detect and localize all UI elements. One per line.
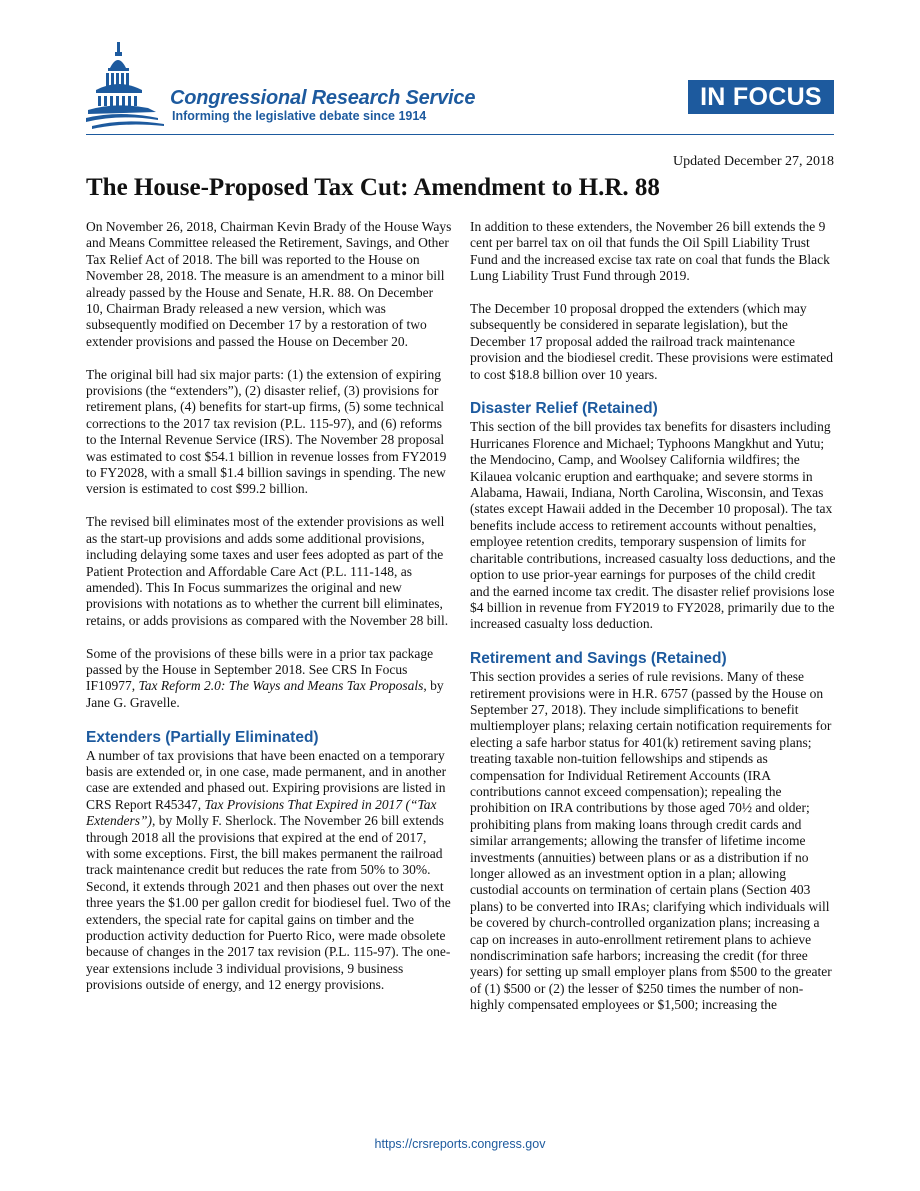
paragraph: The December 10 proposal dropped the extenders (which may subsequently be considered in separate legislation), but the December 17 proposal added the railroad track maintenance provision and the biodiesel credit. These provisions were estimated to cost $18.8 billion over 10 years. [470, 301, 834, 382]
left-column [86, 219, 452, 994]
crs-header [86, 38, 834, 134]
footer-url[interactable]: https://crsreports.congress.gov [374, 1137, 546, 1151]
cited-title: Tax Provisions That Expired in 2017 (“Tax Extenders”) [86, 796, 437, 829]
right-column [470, 219, 836, 1014]
cited-title: Tax Reform 2.0: The Ways and Means Tax Proposals [138, 678, 424, 694]
section-heading-disaster-relief: Disaster Relief (Retained) [470, 400, 658, 418]
section-heading-extenders: Extenders (Partially Eliminated) [86, 728, 319, 746]
in-focus-badge: IN FOCUS [688, 80, 834, 114]
text-run: Some of the provisions of these bills were in a prior tax package passed by the House in September 2018. See CRS In Focus IF10977, [86, 645, 434, 694]
updated-date: Updated December 27, 2018 [673, 154, 834, 169]
paragraph: The revised bill eliminates most of the extender provisions as well as the start-up provisions and adds some additional provisions, including delaying some taxes and user fees adopted as part of the Patient Protection and Affordable Care Act (P.L. 111-148, as amended). This In Focus summarizes the original and new provisions with notations as to whether the current bill eliminates, retains, or adds provisions as compared with the November 28 bill. [86, 514, 449, 628]
paragraph: In addition to these extenders, the November 26 bill extends the 9 cent per barrel tax on oil that funds the Oil Spill Liability Trust Fund and the increased excise tax rate on coal that funds the Black Lung Liability Trust Fund through 2019. [470, 219, 830, 284]
org-tagline: Informing the legislative debate since 1914 [172, 109, 427, 123]
text-run: A number of tax provisions that have been enacted on a temporary basis are extended or, in one case, made permanent, and in another case are extended and phased out. Expiring provisions are listed in CRS Report R45347, [86, 747, 447, 812]
paragraph [86, 748, 452, 994]
section-heading-retirement: Retirement and Savings (Retained) [470, 650, 727, 668]
paragraph: This section of the bill provides tax benefits for disasters including Hurricanes Florence and Michael; Typhoons Mangkhut and Yutu; the Mendocino, Camp, and Woolsey California wildfires; the Kilauea volcanic eruption and earthquake; and severe storms in Alabama, Hawaii, Indiana, North Carolina, Wisconsin, and Texas (states except Hawaii added in the December 10 proposal). The tax benefits include access to retirement accounts without penalties, employee retention credits, temporary suspension of limits for charitable contributions, increased casualty loss deductions, and the option to use prior-year earnings for purposes of the child credit and the earned income tax credit. The disaster relief provisions lose $4 billion in revenue from FY2019 to FY2028, primarily due to the increased casualty loss deduction. [470, 419, 836, 632]
paragraph: This section provides a series of rule revisions. Many of these retirement provisions were in H.R. 6757 (passed by the House on September 27, 2018). They include simplifications to benefit multiemployer plans; relaxing certain notification requirements for electing a safe harbor status for 401(k) retirement saving plans; treating taxable non-tuition fellowships and stipends as compensation for Individual Retirement Accounts (IRA contributions cannot exceed compensation); repealing the prohibition on IRA contributions by those aged 70½ and older; prohibiting plans from making loans through credit cards and similar arrangements; allowing the transfer of lifetime income investments (annuities) between plans or as a distribution if no longer allowed as an investment option in a plan; allowing custodial accounts on termination of certain plans (Section 403 plans) to be converted into IRAs; clarifying which individuals will be covered by church-controlled organization plans; increasing a cap on increases in auto-enrollment retirement plans to achieve nondiscrimination safe harbors; increasing the credit (for three years) for setting up small employer plans from $500 to the greater of (1) $500 or (2) the lesser of $250 times the number of non-highly compensated employees or $1,500; increasing the [470, 669, 832, 1013]
header-divider [86, 134, 834, 135]
paragraph [86, 646, 452, 712]
capitol-dome-icon [86, 38, 166, 130]
page-title: The House-Proposed Tax Cut: Amendment to H.R. 88 [86, 174, 660, 201]
text-run: , by Molly F. Sherlock. The November 26 bill extends through 2018 all the provisions that expired at the end of 2017, with some exceptions. First, the bill makes permanent the railroad track maintenance credit but reduces the rate from 50% to 30%. Second, it extends through 2021 and then phases out over the next three years the $1.00 per gallon credit for biodiesel fuel. Two of the extenders, the special rate for capital gains on timber and the production activity deduction for Puerto Rico, were made obsolete because of changes in the 2017 tax revision (P.L. 115-97). The one-year extensions include 3 individual provisions, 9 business provisions outside of energy, and 12 energy provisions. [86, 813, 451, 993]
paragraph: The original bill had six major parts: (1) the extension of expiring provisions (the “extenders”), (2) disaster relief, (3) provisions for retirement plans, (4) benefits for start-up firms, (5) some technical corrections to the 2017 tax revision (P.L. 115-97), and (6) reforms to the Internal Revenue Service (IRS). The November 28 proposal was estimated to cost $54.1 billion in revenue losses from FY2019 to FY2028, with a small $1.4 billion savings in spending. The new version is estimated to cost $99.2 billion. [86, 366, 447, 497]
paragraph: On November 26, 2018, Chairman Kevin Brady of the House Ways and Means Committee released the Retirement, Savings, and Other Tax Relief Act of 2018. The bill was reported to the House on November 28, 2018. The measure is an amendment to a minor bill already passed by the House and Senate, H.R. 88. On December 10, Chairman Brady released a new version, which was subsequently modified on December 17 by a restoration of two extender provisions and passed the House on December 20. [86, 219, 452, 349]
text-run: , by Jane G. Gravelle. [86, 678, 444, 710]
org-name: Congressional Research Service [170, 87, 476, 109]
